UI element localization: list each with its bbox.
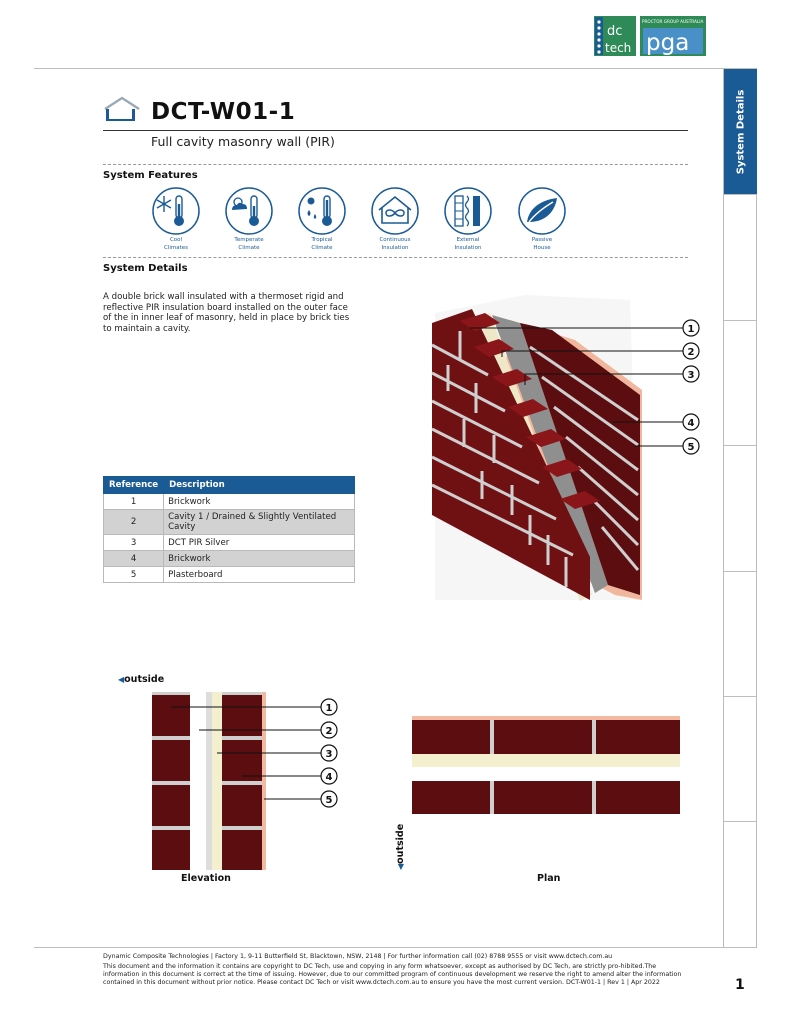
- table-cell-description: Brickwork: [164, 494, 355, 510]
- footer: [103, 953, 693, 987]
- feature-label-line2: House: [533, 244, 551, 251]
- feature-label-line2: Insulation: [454, 244, 482, 251]
- table-row: [104, 494, 355, 510]
- snowflake-thermometer-icon: [151, 186, 201, 236]
- feature-label-line1: Continuous: [379, 237, 411, 243]
- logo-pga-text: pga: [646, 30, 690, 56]
- table-header-row: [104, 477, 355, 494]
- sidebar-tab-system-details[interactable]: [724, 69, 757, 194]
- outside-label-text: outside: [124, 674, 165, 685]
- column-header-reference: Reference: [104, 477, 164, 494]
- callout-label: 3: [687, 370, 695, 381]
- feature-label-line1: Tropical: [311, 237, 333, 243]
- callout-label: 1: [687, 324, 695, 335]
- table-cell-reference: 5: [104, 567, 164, 583]
- house-infinity-icon: [370, 186, 420, 236]
- feature-label-line2: Climate: [238, 244, 260, 251]
- callout-label: 5: [687, 442, 695, 453]
- page-number: 1: [735, 977, 745, 993]
- cavity-layer: [206, 692, 212, 870]
- plasterboard-layer: [262, 692, 266, 870]
- isometric-wall-drawing: [430, 295, 700, 610]
- table-row: [104, 510, 355, 535]
- callout-label: 3: [325, 749, 333, 760]
- arrow-left-icon: ◀: [396, 863, 405, 870]
- plasterboard-layer: [412, 716, 680, 720]
- feature-label-line2: Insulation: [381, 244, 409, 251]
- outside-label-text: outside: [395, 823, 406, 864]
- section-divider: [103, 164, 688, 165]
- insulation-layer: [212, 692, 222, 870]
- sidebar-divider: [724, 821, 757, 822]
- table-row: [104, 551, 355, 567]
- header-logos: [594, 16, 706, 56]
- feature-label-line2: Climate: [311, 244, 333, 251]
- system-description: A double brick wall insulated with a thermoset rigid and reflective PIR insulation board installed on the outer face of the in inner leaf of masonry, held in place by brick ties to maintain a cavity.: [103, 292, 350, 334]
- table-cell-reference: 3: [104, 535, 164, 551]
- table-cell-description: Plasterboard: [164, 567, 355, 583]
- table-row: [104, 535, 355, 551]
- footer-copyright-notice: This document and the information it contains are copyright to DC Tech, use and copying in any form whatsoever, except as authorised by DC Tech, are strictly pro-hibited.The information in this document is correct at the time of issuing. However, due to our committed program of continuous development we reserve the right to amend alter the information contained in this document without prior notice. Please contact DC Tech or visit www.dctech.com.au to ensure you have the most current version. DCT-W01-1 | Rev 1 | Apr 2022: [103, 963, 682, 986]
- leaf-icon: [517, 186, 567, 236]
- feature-tropical-climate: [294, 186, 350, 251]
- callout-label: 1: [325, 703, 333, 714]
- section-divider: [103, 257, 688, 258]
- table-cell-description: Cavity 1 / Drained & Slightly Ventilated Cavity: [164, 510, 355, 535]
- inner-brick-leaf: [412, 720, 680, 754]
- logo-pga-tagline: PROCTOR GROUP AUSTRALIA: [642, 19, 704, 24]
- sidebar: [723, 69, 757, 947]
- sidebar-divider: [724, 571, 757, 572]
- document-title: DCT-W01-1: [151, 99, 296, 125]
- logo-dc-text: dc: [607, 24, 623, 39]
- feature-label-line2: Climates: [163, 244, 189, 251]
- callout-label: 4: [325, 772, 333, 783]
- house-outline-icon: [103, 96, 141, 122]
- sidebar-divider: [724, 696, 757, 697]
- feature-label-line1: Temperate: [234, 237, 264, 243]
- document-subtitle: Full cavity masonry wall (PIR): [151, 134, 335, 149]
- cavity-layer: [412, 767, 680, 781]
- footer-contact-line: Dynamic Composite Technologies | Factory 1, 9-11 Butterfield St, Blacktown, NSW, 2148 | For further information call (02) 8788 9555 or visit www.dctech.com.au: [103, 953, 613, 960]
- column-header-description: Description: [164, 477, 355, 494]
- insulation-layer: [412, 754, 680, 767]
- system-features: [148, 186, 578, 252]
- arrow-left-icon: ◀: [118, 675, 125, 684]
- table-cell-description: Brickwork: [164, 551, 355, 567]
- outer-brick-leaf: [412, 781, 680, 814]
- callout-label: 2: [687, 347, 695, 358]
- feature-label-line1: Passive: [531, 237, 553, 243]
- system-features-heading: System Features: [103, 170, 198, 181]
- outside-label-elevation: [118, 674, 164, 685]
- outside-label-plan: [395, 824, 406, 870]
- table-cell-reference: 1: [104, 494, 164, 510]
- logo-tech-text: tech: [605, 41, 632, 55]
- table-cell-reference: 2: [104, 510, 164, 535]
- plan-caption: Plan: [537, 873, 561, 884]
- elevation-drawing: [145, 688, 345, 872]
- system-details-heading: System Details: [103, 263, 188, 274]
- feature-passive-house: [514, 186, 570, 251]
- sidebar-divider: [724, 445, 757, 446]
- sidebar-divider: [724, 320, 757, 321]
- feature-continuous-insulation: [367, 186, 423, 251]
- table-row: [104, 567, 355, 583]
- callout-label: 4: [687, 418, 695, 429]
- reference-table: [103, 476, 355, 583]
- header-divider: [34, 68, 757, 69]
- feature-label-line1: Cool: [169, 237, 183, 243]
- feature-temperate-climate: [221, 186, 277, 251]
- feature-external-insulation: [440, 186, 496, 251]
- sidebar-tab-label: System Details: [735, 89, 746, 174]
- feature-cool-climates: [148, 186, 204, 251]
- callout-label: 2: [325, 726, 333, 737]
- title-underline: [103, 130, 688, 131]
- plan-drawing: [410, 716, 682, 816]
- sidebar-divider: [724, 194, 757, 195]
- table-cell-description: DCT PIR Silver: [164, 535, 355, 551]
- sun-cloud-thermometer-icon: [224, 186, 274, 236]
- wall-section-icon: [443, 186, 493, 236]
- footer-divider: [34, 947, 757, 948]
- feature-label-line1: External: [456, 237, 480, 243]
- table-cell-reference: 4: [104, 551, 164, 567]
- elevation-caption: Elevation: [181, 873, 231, 884]
- sun-rain-thermometer-icon: [297, 186, 347, 236]
- callout-label: 5: [325, 795, 333, 806]
